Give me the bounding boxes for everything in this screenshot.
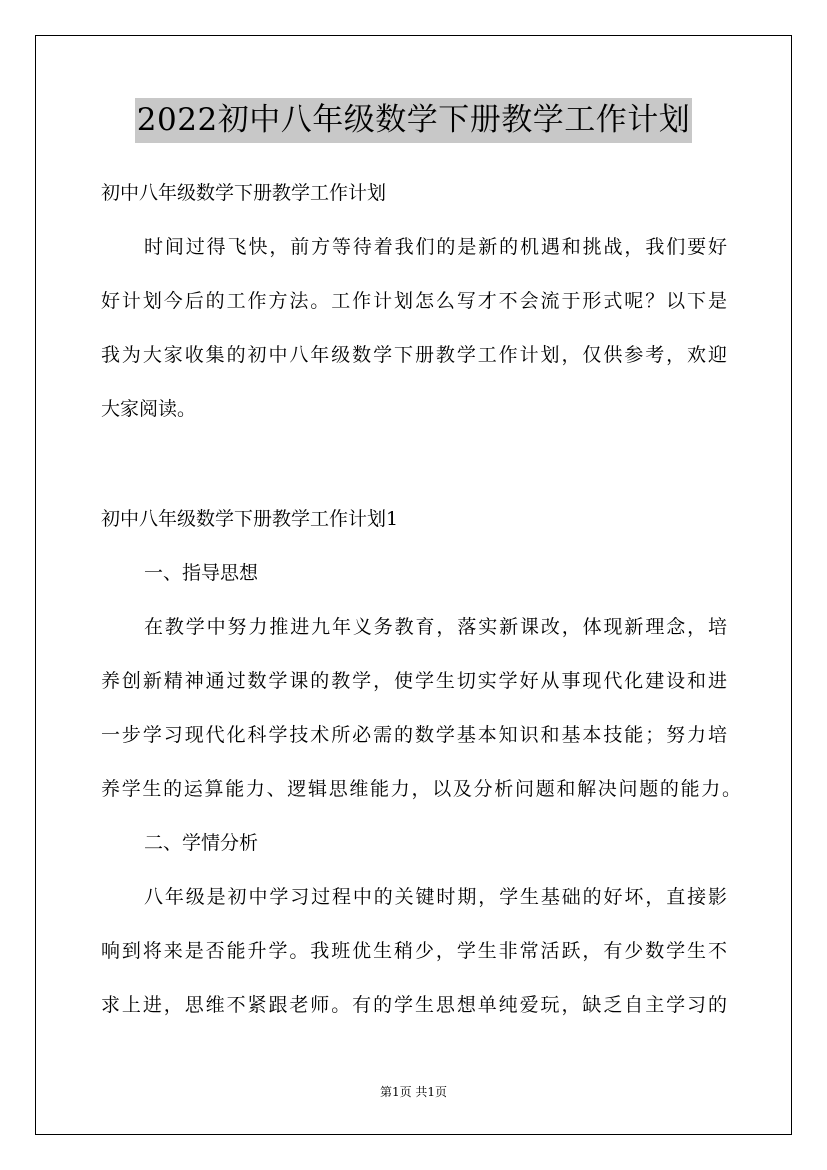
para2-line-3: 求上进，思维不紧跟老师。有的学生思想单纯爱玩，缺乏自主学习的 — [101, 994, 727, 1016]
intro-line-3: 我为大家收集的初中八年级数学下册教学工作计划，仅供参考，欢迎 — [101, 344, 727, 366]
para2-line-2: 响到将来是否能升学。我班优生稍少，学生非常活跃，有少数学生不 — [101, 940, 727, 962]
section-title: 初中八年级数学下册教学工作计划1 — [101, 508, 399, 530]
para2-line-1: 八年级是初中学习过程中的关键时期，学生基础的好坏，直接影 — [144, 886, 727, 908]
intro-line-4: 大家阅读。 — [101, 398, 197, 420]
heading-guiding-thought: 一、指导思想 — [144, 562, 259, 584]
para1-line-1: 在教学中努力推进九年义务教育，落实新课改，体现新理念，培 — [144, 616, 727, 638]
intro-line-1: 时间过得飞快，前方等待着我们的是新的机遇和挑战，我们要好 — [144, 236, 727, 258]
page-footer: 第1页 共1页 — [379, 1085, 448, 1099]
para1-line-2: 养创新精神通过数学课的教学，使学生切实学好从事现代化建设和进 — [101, 670, 727, 692]
para1-line-3: 一步学习现代化科学技术所必需的数学基本知识和基本技能；努力培 — [101, 724, 727, 746]
heading-student-analysis: 二、学情分析 — [144, 832, 259, 854]
title-container — [0, 98, 827, 143]
subtitle: 初中八年级数学下册教学工作计划 — [101, 182, 387, 204]
document-title: 2022初中八年级数学下册教学工作计划 — [135, 98, 692, 143]
para1-line-4: 养学生的运算能力、逻辑思维能力，以及分析问题和解决问题的能力。 — [101, 778, 741, 800]
intro-line-2: 好计划今后的工作方法。工作计划怎么写才不会流于形式呢？以下是 — [101, 290, 727, 312]
